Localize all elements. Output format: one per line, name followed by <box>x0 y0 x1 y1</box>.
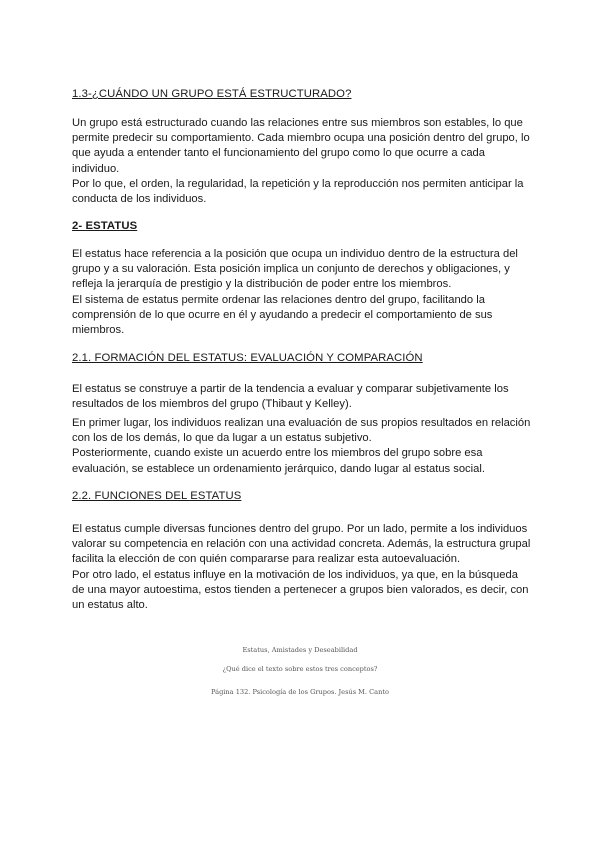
text-line: El sistema de estatus permite ordenar las relaciones dentro del grupo, facilitando la <box>72 293 485 306</box>
text-line: El estatus se construye a partir de la tendencia a evaluar y comparar subjetivamente los <box>72 383 509 395</box>
text-line: con los de los demás, lo que da lugar a un estatus subjetivo. <box>72 432 372 445</box>
footer-note-reference: Página 132. Psicología de los Grupos. Jesús M. Canto <box>211 688 389 696</box>
paragraph-2-2 <box>72 522 534 613</box>
text-line: Por lo que, el orden, la regularidad, la repetición y la reproducción nos permiten anticipar la <box>72 177 524 190</box>
text-line: miembros. <box>72 324 125 337</box>
text-line: Por otro lado, el estatus influye en la motivación de los individuos, ya que, en la búsqueda <box>72 568 518 581</box>
text-line: un estatus alto. <box>72 599 148 612</box>
text-line: Un grupo está estructurado cuando las relaciones entre sus miembros son estables, lo que <box>72 117 523 129</box>
text-line: facilita la elección de con quién compararse para realizar esta autoevaluación. <box>72 553 461 566</box>
text-line: de una mayor autoestima, estos tienden a pertenecer a grupos bien valorados, es decir, con <box>72 583 529 596</box>
text-line: resultados de los miembros del grupo (Thibaut y Kelley). <box>72 398 352 411</box>
section-heading-2: 2- ESTATUS <box>72 220 138 232</box>
text-line: refleja la jerarquía de prestigio y la distribución de poder entre los miembros. <box>72 278 452 291</box>
text-line: El estatus cumple diversas funciones dentro del grupo. Por un lado, permite a los individuos <box>72 523 528 535</box>
text-line: que ayuda a entender tanto el funcionamiento del grupo como lo que ocurre a cada <box>72 147 485 160</box>
footer-note-title: Estatus, Amistades y Deseabilidad <box>242 646 358 654</box>
footer-note-question: ¿Qué dice el texto sobre estos tres conceptos? <box>222 665 378 673</box>
text-line: individuo. <box>72 162 120 175</box>
text-line: conducta de los individuos. <box>72 193 207 206</box>
paragraph-2-1-b <box>72 416 534 477</box>
text-line: comprensión de lo que ocurre en él y ayudando a predecir el comportamiento de sus <box>72 308 493 321</box>
section-heading-2-1: 2.1. FORMACIÓN DEL ESTATUS: EVALUACIÓN Y COMPARACIÓN <box>72 352 423 364</box>
text-line: permite predecir su comportamiento. Cada miembro ocupa una posición dentro del grupo, lo <box>72 132 530 145</box>
text-line: evaluación, se establece un ordenamiento jerárquico, dando lugar al estatus social. <box>72 462 485 475</box>
text-line: grupo y a su valoración. Esta posición implica un conjunto de derechos y obligaciones, y <box>72 263 510 276</box>
section-heading-2-2: 2.2. FUNCIONES DEL ESTATUS <box>72 490 242 502</box>
text-line: valorar su competencia en relación con una actividad concreta. Además, la estructura grupal <box>72 538 531 551</box>
text-line: El estatus hace referencia a la posición que ocupa un individuo dentro de la estructura del <box>72 248 518 260</box>
section-heading-1-3: 1.3-¿CUÁNDO UN GRUPO ESTÁ ESTRUCTURADO? <box>72 88 352 100</box>
text-line: En primer lugar, los individuos realizan una evaluación de sus propios resultados en relación <box>72 417 531 429</box>
paragraph-2-1-a <box>72 382 534 412</box>
paragraph-1-3 <box>72 116 534 207</box>
text-line: Posteriormente, cuando existe un acuerdo entre los miembros del grupo sobre esa <box>72 447 483 460</box>
paragraph-2 <box>72 247 534 338</box>
